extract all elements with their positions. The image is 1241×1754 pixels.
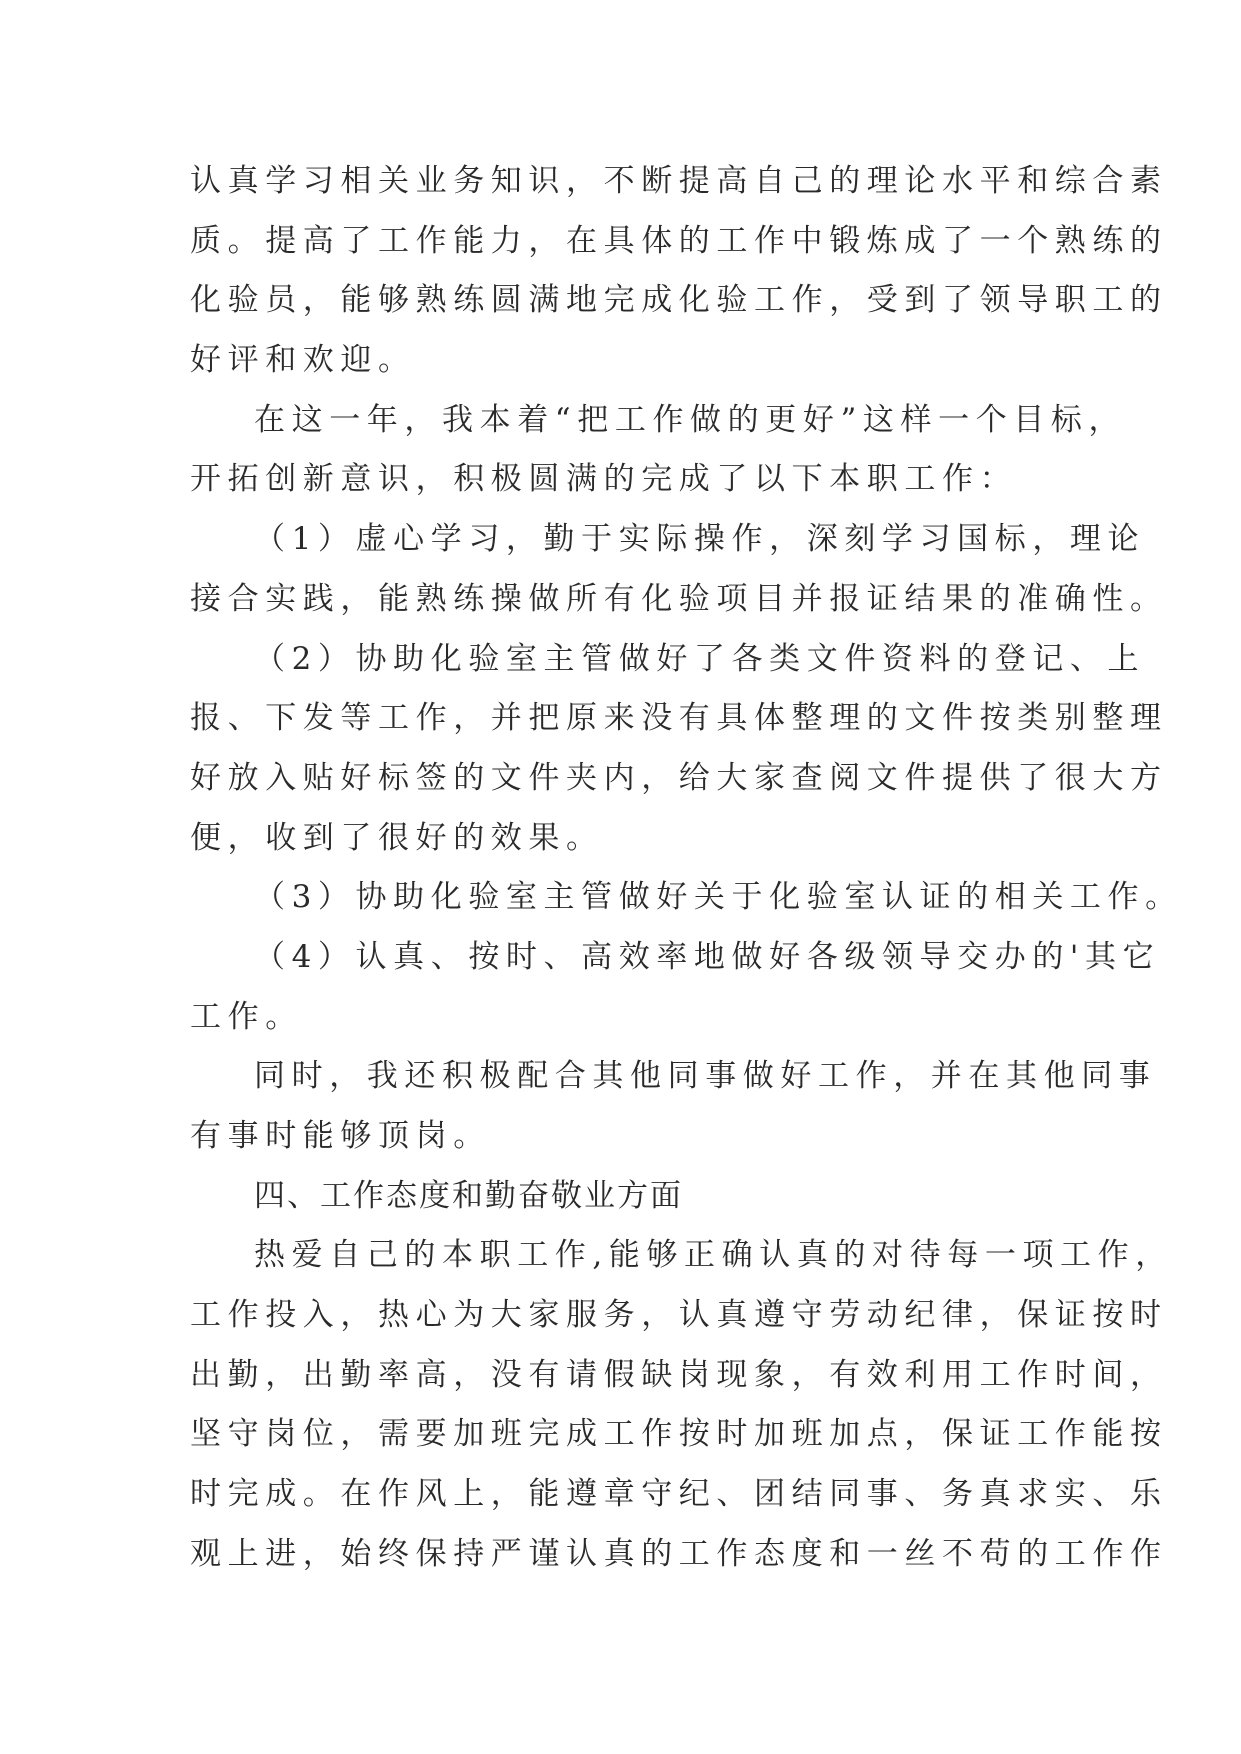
text-line: 报、下发等工作，并把原来没有具体整理的文件按类别整理 [190,700,1168,737]
text-line: 开拓创新意识，积极圆满的完成了以下本职工作： [190,461,1018,498]
text-line: 便，收到了很好的效果。 [190,819,604,856]
text-line: 观上进，始终保持严谨认真的工作态度和一丝不苟的工作作 [190,1535,1168,1572]
list-item-2: （2）协助化验室主管做好了各类文件资料的登记、上 [254,640,1146,677]
text-line: 坚守岗位，需要加班完成工作按时加班加点，保证工作能按 [190,1416,1168,1453]
text-line: 化验员，能够熟练圆满地完成化验工作，受到了领导职工的 [190,282,1168,319]
text-line: 认真学习相关业务知识，不断提高自己的理论水平和综合素 [190,163,1168,199]
paragraph-start: 热爱自己的本职工作,能够正确认真的对待每一项工作， [254,1237,1173,1274]
list-item-3: （3）协助化验室主管做好关于化验室认证的相关工作。 [254,879,1183,916]
text-line: 好放入贴好标签的文件夹内，给大家查阅文件提供了很大方 [190,759,1168,796]
list-item-4: （4）认真、按时、高效率地做好各级领导交办的'其它 [254,938,1161,975]
text-line: 工作投入，热心为大家服务，认真遵守劳动纪律，保证按时 [190,1297,1168,1334]
text-line: 工作。 [190,998,303,1035]
paragraph-start: 同时，我还积极配合其他同事做好工作，并在其他同事 [254,1058,1157,1095]
document-body [190,152,1183,1585]
paragraph-start: 在这一年，我本着“把工作做的更好”这样一个目标， [254,401,1127,438]
text-line: 质。提高了工作能力，在具体的工作中锻炼成了一个熟练的 [190,222,1168,259]
section-heading: 四、工作态度和勤奋敬业方面 [254,1177,683,1214]
text-line: 时完成。在作风上，能遵章守纪、团结同事、务真求实、乐 [190,1476,1168,1513]
text-line: 好评和欢迎。 [190,342,416,379]
list-item-1: （1）虚心学习，勤于实际操作，深刻学习国标，理论 [254,521,1146,558]
text-line: 有事时能够顶岗。 [190,1118,491,1154]
text-line: 接合实践，能熟练操做所有化验项目并报证结果的准确性。 [190,580,1168,617]
text-line: 出勤，出勤率高，没有请假缺岗现象，有效利用工作时间， [190,1356,1168,1393]
